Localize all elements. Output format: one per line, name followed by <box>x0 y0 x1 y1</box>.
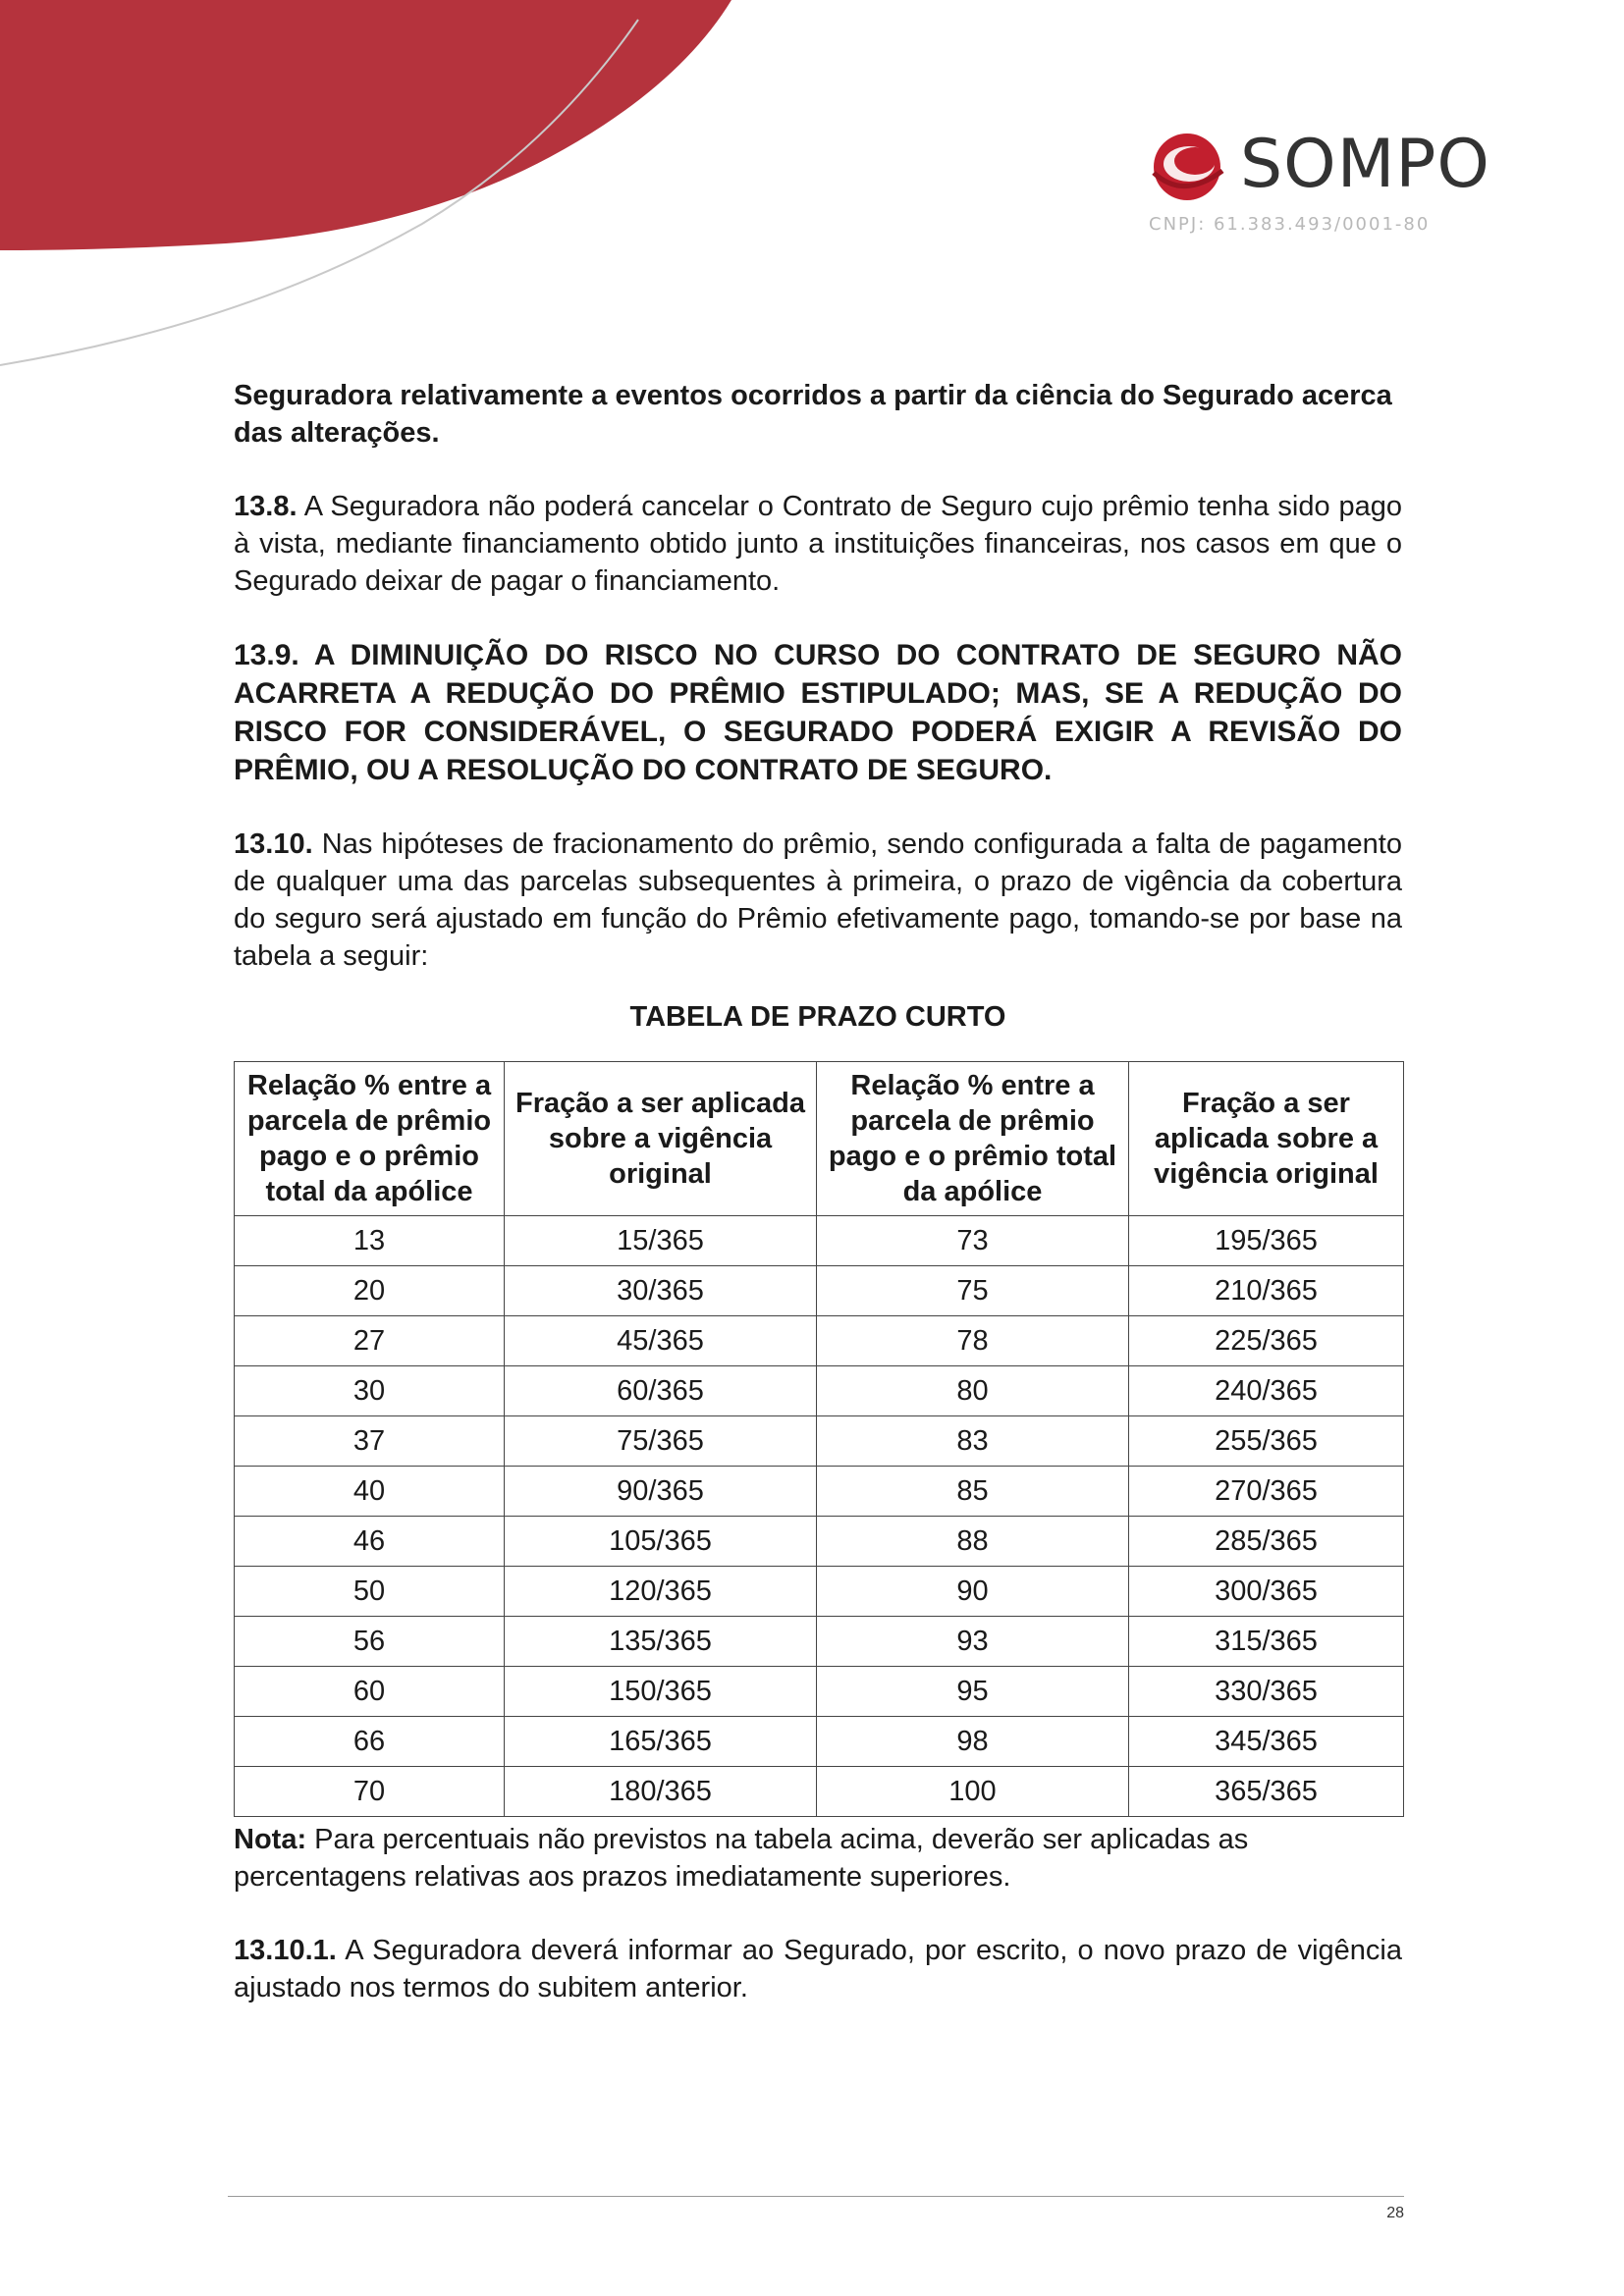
table-cell: 80 <box>817 1366 1129 1416</box>
table-cell: 46 <box>235 1517 505 1567</box>
clause-13-10-text: Nas hipóteses de fracionamento do prêmio, sendo configurada a falta de pagamento de qualquer uma das parcelas subsequentes à primeira, o prazo de vigência da cobertura do seguro será ajustado em função do Prêmio efetivamente pago, tomando-se por base na tabela a seguir: <box>234 828 1402 972</box>
table-cell: 15/365 <box>505 1216 817 1266</box>
table-cell: 30/365 <box>505 1266 817 1316</box>
clause-13-10-1 <box>234 1932 1402 2006</box>
clause-13-9: 13.9. A DIMINUIÇÃO DO RISCO NO CURSO DO CONTRATO DE SEGURO NÃO ACARRETA A REDUÇÃO DO PRÊMIO ESTIPULADO; MAS, SE A REDUÇÃO DO RISCO FOR CONSIDERÁVEL, O SEGURADO PODERÁ EXIGIR A REVISÃO DO PRÊMIO, OU A RESOLUÇÃO DO CONTRATO DE SEGURO. <box>234 639 1402 786</box>
table-cell: 180/365 <box>505 1767 817 1817</box>
table-row <box>235 1216 1404 1266</box>
table-cell: 315/365 <box>1129 1617 1404 1667</box>
table-cell: 150/365 <box>505 1667 817 1717</box>
table-header-cell: Relação % entre a parcela de prêmio pago e o prêmio total da apólice <box>235 1062 505 1216</box>
table-cell: 66 <box>235 1717 505 1767</box>
table-cell: 60/365 <box>505 1366 817 1416</box>
table-row <box>235 1416 1404 1467</box>
table-row <box>235 1366 1404 1416</box>
sompo-logo <box>1144 126 1517 243</box>
table-row <box>235 1717 1404 1767</box>
table-cell: 225/365 <box>1129 1316 1404 1366</box>
table-cell: 300/365 <box>1129 1567 1404 1617</box>
table-row <box>235 1467 1404 1517</box>
red-swoosh-shape <box>0 0 731 250</box>
table-row <box>235 1667 1404 1717</box>
clause-13-10 <box>234 826 1402 975</box>
table-cell: 135/365 <box>505 1617 817 1667</box>
table-cell: 240/365 <box>1129 1366 1404 1416</box>
table-cell: 45/365 <box>505 1316 817 1366</box>
sompo-logo-mark-icon <box>1144 124 1232 212</box>
table-cell: 120/365 <box>505 1567 817 1617</box>
table-cell: 345/365 <box>1129 1717 1404 1767</box>
table-cell: 13 <box>235 1216 505 1266</box>
table-header-cell: Fração a ser aplicada sobre a vigência original <box>505 1062 817 1216</box>
table-row <box>235 1567 1404 1617</box>
table-cell: 88 <box>817 1517 1129 1567</box>
table-cell: 75 <box>817 1266 1129 1316</box>
continuation-paragraph: Seguradora relativamente a eventos ocorridos a partir da ciência do Segurado acerca das alterações. <box>234 380 1392 449</box>
document-body <box>234 377 1402 2043</box>
table-cell: 85 <box>817 1467 1129 1517</box>
table-cell: 50 <box>235 1567 505 1617</box>
table-cell: 330/365 <box>1129 1667 1404 1717</box>
table-cell: 37 <box>235 1416 505 1467</box>
table-cell: 100 <box>817 1767 1129 1817</box>
clause-13-8-text: A Seguradora não poderá cancelar o Contrato de Seguro cujo prêmio tenha sido pago à vista, mediante financiamento obtido junto a instituições financeiras, nos casos em que o Segurado deixar de pagar o financiamento. <box>234 491 1402 597</box>
table-cell: 105/365 <box>505 1517 817 1567</box>
table-cell: 270/365 <box>1129 1467 1404 1517</box>
table-cell: 70 <box>235 1767 505 1817</box>
table-row <box>235 1617 1404 1667</box>
table-cell: 285/365 <box>1129 1517 1404 1567</box>
clause-13-8 <box>234 488 1402 600</box>
table-cell: 90/365 <box>505 1467 817 1517</box>
table-cell: 365/365 <box>1129 1767 1404 1817</box>
table-cell: 75/365 <box>505 1416 817 1467</box>
table-cell: 73 <box>817 1216 1129 1266</box>
table-cell: 210/365 <box>1129 1266 1404 1316</box>
table-row <box>235 1767 1404 1817</box>
table-cell: 78 <box>817 1316 1129 1366</box>
table-note <box>234 1821 1402 1896</box>
table-body <box>235 1216 1404 1817</box>
table-title: TABELA DE PRAZO CURTO <box>629 1001 1006 1033</box>
table-row <box>235 1517 1404 1567</box>
table-cell: 27 <box>235 1316 505 1366</box>
table-row <box>235 1316 1404 1366</box>
table-cell: 83 <box>817 1416 1129 1467</box>
clause-13-8-number: 13.8. <box>234 491 298 522</box>
clause-13-10-1-number: 13.10.1. <box>234 1935 337 1966</box>
table-cell: 30 <box>235 1366 505 1416</box>
table-row <box>235 1266 1404 1316</box>
table-cell: 40 <box>235 1467 505 1517</box>
cnpj-text: CNPJ: 61.383.493/0001-80 <box>1149 214 1431 235</box>
clause-13-10-1-text: A Seguradora deverá informar ao Segurado, por escrito, o novo prazo de vigência ajustado nos termos do subitem anterior. <box>234 1935 1402 2003</box>
table-cell: 95 <box>817 1667 1129 1717</box>
table-cell: 165/365 <box>505 1717 817 1767</box>
table-header-cell: Relação % entre a parcela de prêmio pago e o prêmio total da apólice <box>817 1062 1129 1216</box>
table-cell: 93 <box>817 1617 1129 1667</box>
table-header-row <box>235 1062 1404 1216</box>
table-cell: 90 <box>817 1567 1129 1617</box>
table-cell: 60 <box>235 1667 505 1717</box>
table-cell: 56 <box>235 1617 505 1667</box>
short-term-table <box>234 1061 1404 1817</box>
note-text: Para percentuais não previstos na tabela acima, deverão ser aplicadas as percentagens relativas aos prazos imediatamente superiores. <box>234 1824 1249 1893</box>
clause-13-10-number: 13.10. <box>234 828 313 860</box>
table-cell: 195/365 <box>1129 1216 1404 1266</box>
page-number: 28 <box>1386 2205 1404 2221</box>
table-cell: 255/365 <box>1129 1416 1404 1467</box>
table-cell: 98 <box>817 1717 1129 1767</box>
table-header-cell: Fração a ser aplicada sobre a vigência original <box>1129 1062 1404 1216</box>
table-cell: 20 <box>235 1266 505 1316</box>
logo-wordmark: SOMPO <box>1240 126 1490 203</box>
footer-divider <box>228 2196 1404 2197</box>
note-label: Nota: <box>234 1824 307 1855</box>
